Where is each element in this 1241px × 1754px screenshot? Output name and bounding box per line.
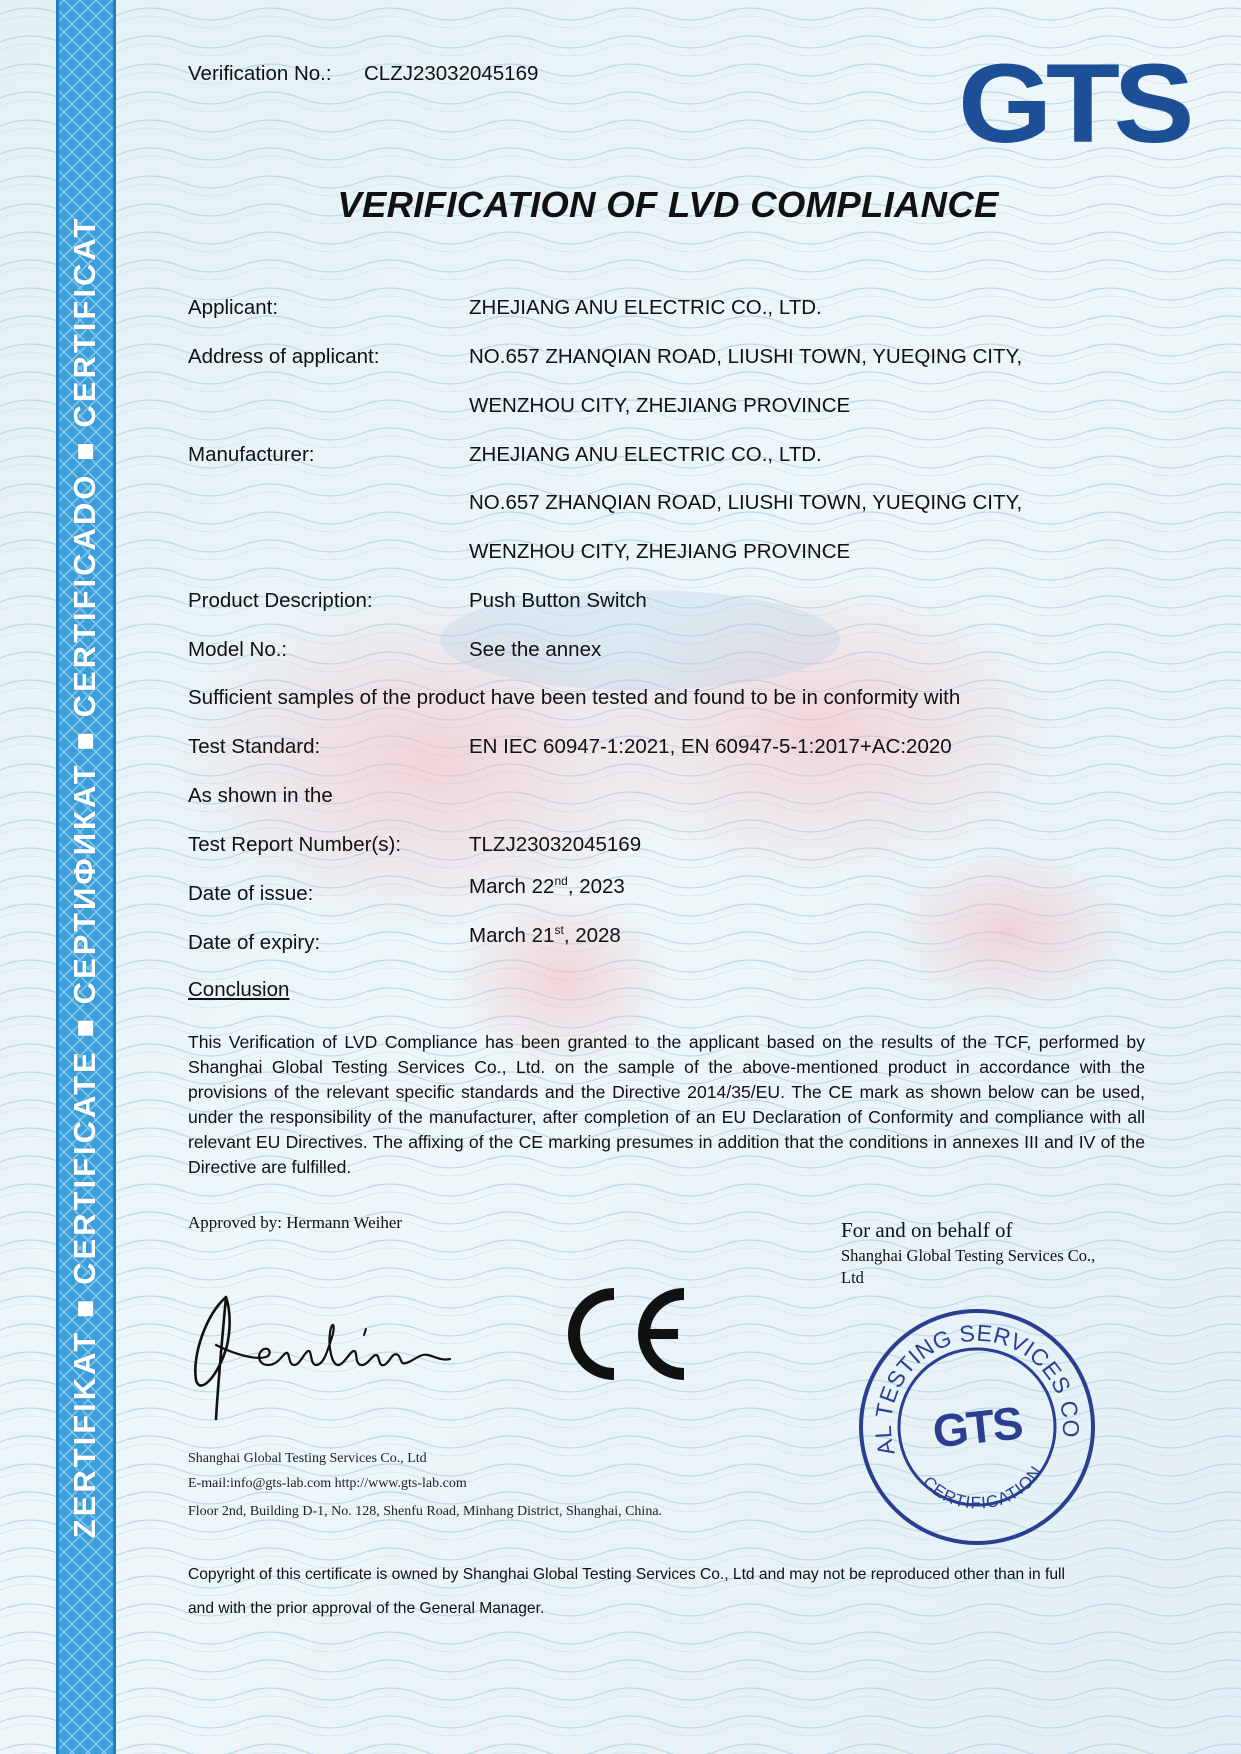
company-address: Floor 2nd, Building D-1, No. 128, Shenfu Road, Minhang District, Shanghai, China. — [188, 1504, 663, 1519]
svg-text:CERTIFICATION — [918, 1461, 1050, 1519]
stamp-top-text: GLOBAL TESTING SERVICES CO.,LTD. — [869, 1319, 1085, 1459]
product-label: Product Description: — [188, 589, 373, 612]
manufacturer-line-1: ZHEJIANG ANU ELECTRIC CO., LTD. — [469, 443, 822, 466]
company-contact: E-mail:info@gts-lab.com http://www.gts-lab.com — [188, 1476, 467, 1491]
conclusion-heading: Conclusion — [188, 978, 290, 1001]
stamp-bottom-text: CERTIFICATION — [918, 1462, 1047, 1513]
standard-value: EN IEC 60947-1:2021, EN 60947-5-1:2017+AC:2020 — [469, 735, 952, 758]
address-line-2: WENZHOU CITY, ZHEJIANG PROVINCE — [469, 394, 851, 417]
manufacturer-line-3: WENZHOU CITY, ZHEJIANG PROVINCE — [469, 540, 851, 563]
shown-statement: As shown in the — [188, 784, 333, 807]
expiry-label: Date of expiry: — [188, 931, 321, 954]
behalf-heading: For and on behalf of — [841, 1218, 1013, 1242]
applicant-value: ZHEJIANG ANU ELECTRIC CO., LTD. — [469, 296, 822, 319]
manufacturer-label: Manufacturer: — [188, 443, 315, 466]
conclusion-text: This Verification of LVD Compliance has been granted to the applicant based on the results of the TCF, performed by Shanghai Global Testing Services Co., Ltd. on the sample of the above-mentioned product in accordance with the provisions of the relevant specific standards and the Directive 2014/35/EU. The CE mark as shown below can be used, under the responsibility of the manufacturer, after completion of an EU Declaration of Conformity and compliance with all relevant EU Directives. The affixing of the CE marking presumes in addition that the conditions in annexes III and IV of the Directive are fulfilled. — [188, 1032, 1145, 1177]
model-value: See the annex — [469, 638, 602, 661]
model-label: Model No.: — [188, 638, 288, 661]
expiry-date: March 21st, 2028 — [469, 923, 621, 947]
page-title: VERIFICATION OF LVD COMPLIANCE — [337, 184, 999, 225]
issue-date: March 22nd, 2023 — [469, 874, 625, 898]
conformity-statement: Sufficient samples of the product have been tested and found to be in conformity with — [188, 686, 961, 709]
manufacturer-line-2: NO.657 ZHANQIAN ROAD, LIUSHI TOWN, YUEQING CITY, — [469, 491, 1023, 514]
address-line-1: NO.657 ZHANQIAN ROAD, LIUSHI TOWN, YUEQING CITY, — [469, 345, 1023, 368]
gts-logo — [955, 58, 1191, 150]
address-label: Address of applicant: — [188, 345, 380, 368]
behalf-company-suffix: Ltd — [841, 1268, 864, 1287]
signature — [186, 1285, 486, 1425]
copyright-line-2: and with the prior approval of the General Manager. — [188, 1600, 545, 1617]
copyright-line-1: Copyright of this certificate is owned by Shanghai Global Testing Services Co., Ltd and may not be reproduced other than in full — [188, 1566, 1065, 1583]
verification-number: CLZJ23032045169 — [364, 62, 539, 85]
company-name: Shanghai Global Testing Services Co., Ltd — [188, 1451, 427, 1466]
stamp-center-text: GTS — [930, 1396, 1024, 1458]
ce-mark — [556, 1286, 692, 1382]
product-value: Push Button Switch — [469, 589, 647, 612]
report-value: TLZJ23032045169 — [469, 833, 642, 856]
report-label: Test Report Number(s): — [188, 833, 402, 856]
gts-logo-text: GTS — [958, 58, 1191, 150]
company-stamp — [852, 1304, 1102, 1550]
verification-label: Verification No.: — [188, 62, 332, 85]
applicant-label: Applicant: — [188, 296, 279, 319]
issue-label: Date of issue: — [188, 882, 314, 905]
behalf-company: Shanghai Global Testing Services Co., — [841, 1246, 1096, 1265]
standard-label: Test Standard: — [188, 735, 321, 758]
approved-by: Approved by: Hermann Weiher — [188, 1213, 403, 1232]
side-band-text: ZERTIFIKAT ■ CERTIFICATE ■ СЕРТИФИКАТ ■ CERTIFICADO ■ CERTIFICAT — [67, 215, 102, 1539]
